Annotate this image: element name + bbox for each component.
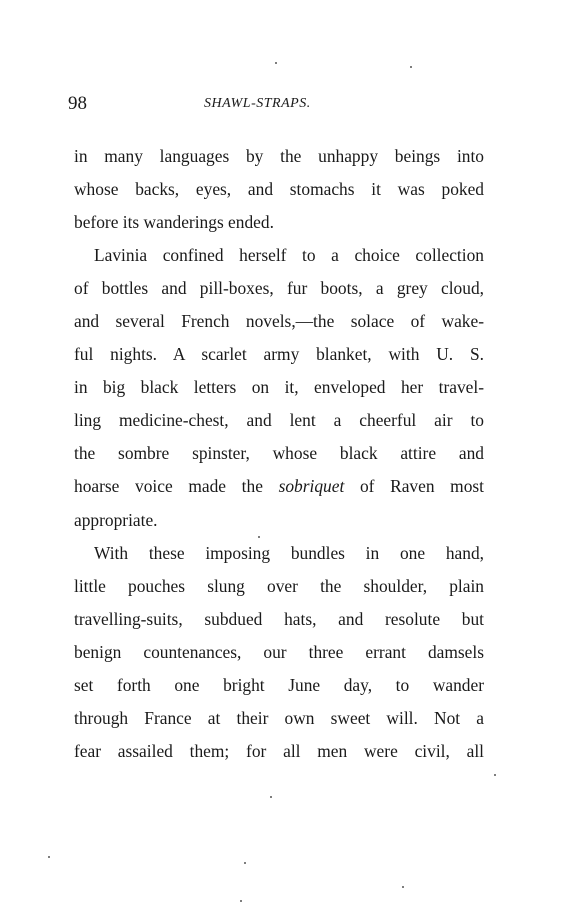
page-header [68, 92, 488, 116]
scan-speck [275, 62, 277, 64]
text-line: and several French novels,—the solace of wake- [74, 311, 484, 332]
text-line: Lavinia confined herself to a choice collection [94, 245, 484, 266]
text-line: in big black letters on it, enveloped her travel- [74, 377, 484, 398]
body-text [74, 140, 484, 768]
scan-speck [240, 900, 242, 902]
text-line: With these imposing bundles in one hand, [94, 542, 484, 563]
text-fragment: hoarse voice made the [74, 476, 279, 497]
italic-term: sobriquet [278, 476, 345, 497]
scan-speck [244, 862, 246, 864]
text-line: fear assailed them; for all men were civil, all [74, 740, 484, 761]
scan-speck [410, 66, 412, 68]
scan-speck [270, 796, 272, 798]
text-fragment: of Raven most [344, 476, 485, 497]
scan-speck [258, 536, 260, 538]
text-line-with-italic [74, 470, 484, 503]
scan-speck [494, 774, 496, 776]
text-line: of bottles and pill-boxes, fur boots, a grey cloud, [74, 278, 484, 299]
running-head: SHAWL-STRAPS. [204, 96, 311, 111]
text-line: before its wanderings ended. [74, 212, 274, 233]
text-line: through France at their own sweet will. Not a [74, 707, 484, 728]
page-number: 98 [68, 93, 87, 114]
text-line: the sombre spinster, whose black attire and [74, 443, 484, 464]
text-line: appropriate. [74, 509, 158, 530]
scan-speck [48, 856, 50, 858]
text-line: benign countenances, our three errant damsels [74, 641, 484, 662]
scan-speck [402, 886, 404, 888]
text-line: whose backs, eyes, and stomachs it was poked [74, 179, 484, 200]
text-line: set forth one bright June day, to wander [74, 674, 484, 695]
text-line: ling medicine-chest, and lent a cheerful air to [74, 410, 484, 431]
text-line: in many languages by the unhappy beings into [74, 146, 484, 166]
text-line: ful nights. A scarlet army blanket, with U. S. [74, 344, 484, 365]
text-line: travelling-suits, subdued hats, and resolute but [74, 608, 484, 629]
text-line: little pouches slung over the shoulder, plain [74, 575, 484, 596]
